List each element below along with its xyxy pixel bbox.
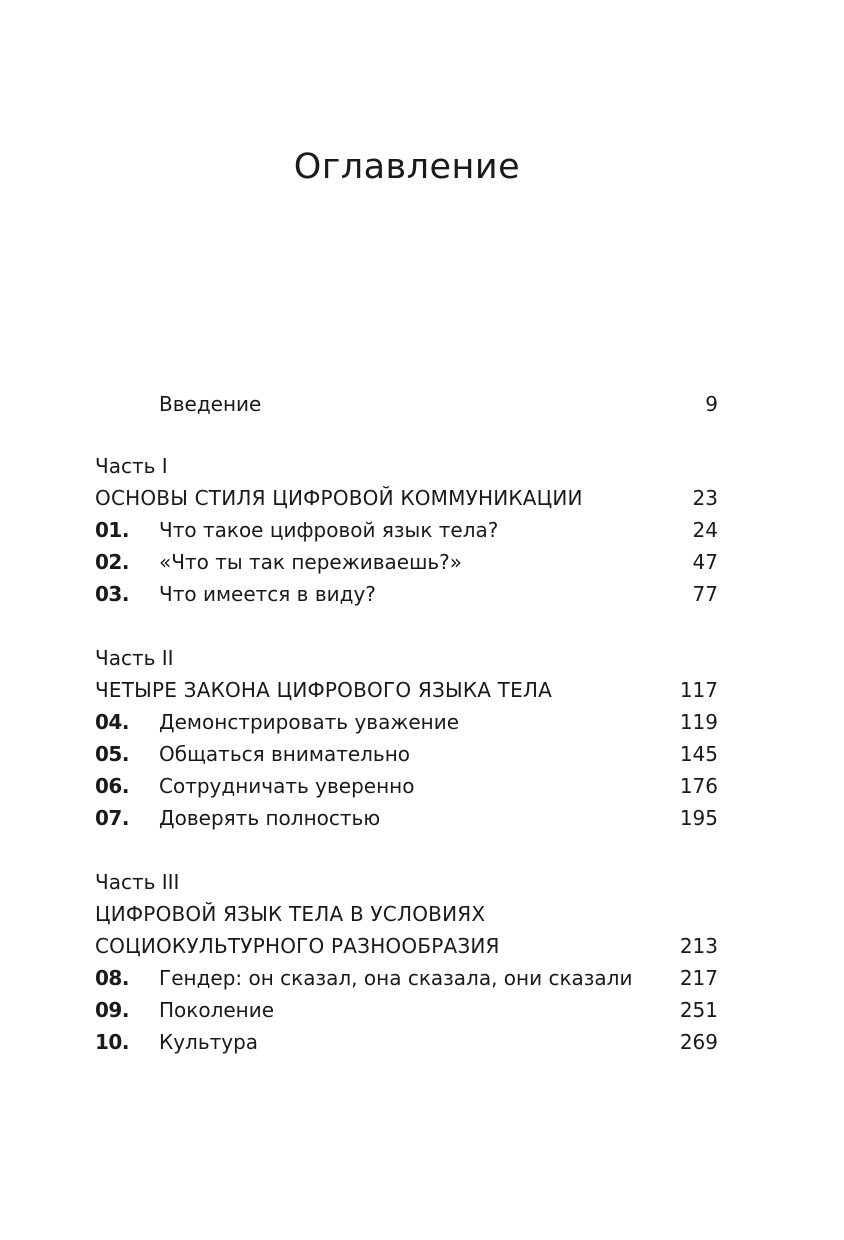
part-section xyxy=(95,866,718,1058)
page-number: 119 xyxy=(679,710,718,734)
entry-title: Введение xyxy=(159,392,262,416)
table-of-contents xyxy=(95,388,718,1058)
part-section xyxy=(95,450,718,610)
page-title: Оглавление xyxy=(293,147,521,187)
chapter-number: 08. xyxy=(95,966,129,990)
chapter-title: Общаться внимательно xyxy=(159,742,411,766)
chapter-number: 01. xyxy=(95,518,129,542)
part-title-row[interactable] xyxy=(95,482,718,514)
toc-entry-chapter[interactable] xyxy=(95,738,718,770)
page-number: 269 xyxy=(679,1030,718,1054)
chapter-title: Сотрудничать уверенно xyxy=(159,774,415,798)
chapter-title: Что такое цифровой язык тела? xyxy=(159,518,499,542)
toc-entry-chapter[interactable] xyxy=(95,1026,718,1058)
chapter-title: Гендер: он сказал, она сказала, они сказали xyxy=(159,966,633,990)
chapter-title: «Что ты так переживаешь?» xyxy=(159,550,463,574)
chapter-number: 06. xyxy=(95,774,129,798)
part-title-line: ЦИФРОВОЙ ЯЗЫК ТЕЛА В УСЛОВИЯХ xyxy=(95,902,486,926)
chapter-number: 09. xyxy=(95,998,129,1022)
part-label: Часть I xyxy=(95,454,168,478)
page-number: 77 xyxy=(692,582,718,606)
page-number: 117 xyxy=(679,678,718,702)
toc-entry-chapter[interactable] xyxy=(95,578,718,610)
part-label: Часть II xyxy=(95,646,174,670)
part-title-line: ОСНОВЫ СТИЛЯ ЦИФРОВОЙ КОММУНИКАЦИИ xyxy=(95,486,583,510)
chapter-number: 07. xyxy=(95,806,129,830)
page-number: 176 xyxy=(679,774,718,798)
part-title-row[interactable] xyxy=(95,674,718,706)
part-title xyxy=(95,898,500,962)
part-section xyxy=(95,642,718,834)
part-title-line: СОЦИОКУЛЬТУРНОГО РАЗНООБРАЗИЯ xyxy=(95,934,500,958)
page-number: 9 xyxy=(705,392,718,416)
page-number: 23 xyxy=(692,486,718,510)
chapter-number: 03. xyxy=(95,582,129,606)
chapter-title: Доверять полностью xyxy=(159,806,381,830)
chapter-title: Культура xyxy=(159,1030,259,1054)
page-number: 213 xyxy=(679,934,718,958)
page-number: 217 xyxy=(679,966,718,990)
chapter-title: Поколение xyxy=(159,998,275,1022)
chapter-number: 10. xyxy=(95,1030,129,1054)
part-label: Часть III xyxy=(95,870,180,894)
toc-entry-chapter[interactable] xyxy=(95,962,718,994)
toc-entry-chapter[interactable] xyxy=(95,802,718,834)
page-number: 47 xyxy=(692,550,718,574)
part-title xyxy=(95,674,552,706)
page-number: 195 xyxy=(679,806,718,830)
chapter-number: 02. xyxy=(95,550,129,574)
toc-entry-chapter[interactable] xyxy=(95,994,718,1026)
chapter-number: 04. xyxy=(95,710,129,734)
page-number: 251 xyxy=(679,998,718,1022)
toc-entry-chapter[interactable] xyxy=(95,514,718,546)
toc-entry-chapter[interactable] xyxy=(95,706,718,738)
chapter-title: Демонстрировать уважение xyxy=(159,710,460,734)
part-title xyxy=(95,482,583,514)
part-title-line: ЧЕТЫРЕ ЗАКОНА ЦИФРОВОГО ЯЗЫКА ТЕЛА xyxy=(95,678,553,702)
chapter-number: 05. xyxy=(95,742,129,766)
toc-entry-chapter[interactable] xyxy=(95,546,718,578)
page-number: 145 xyxy=(679,742,718,766)
toc-entry-chapter[interactable] xyxy=(95,770,718,802)
part-title-row[interactable] xyxy=(95,898,718,962)
chapter-title: Что имеется в виду? xyxy=(159,582,376,606)
toc-entry-intro[interactable] xyxy=(95,388,718,420)
page-number: 24 xyxy=(692,518,718,542)
